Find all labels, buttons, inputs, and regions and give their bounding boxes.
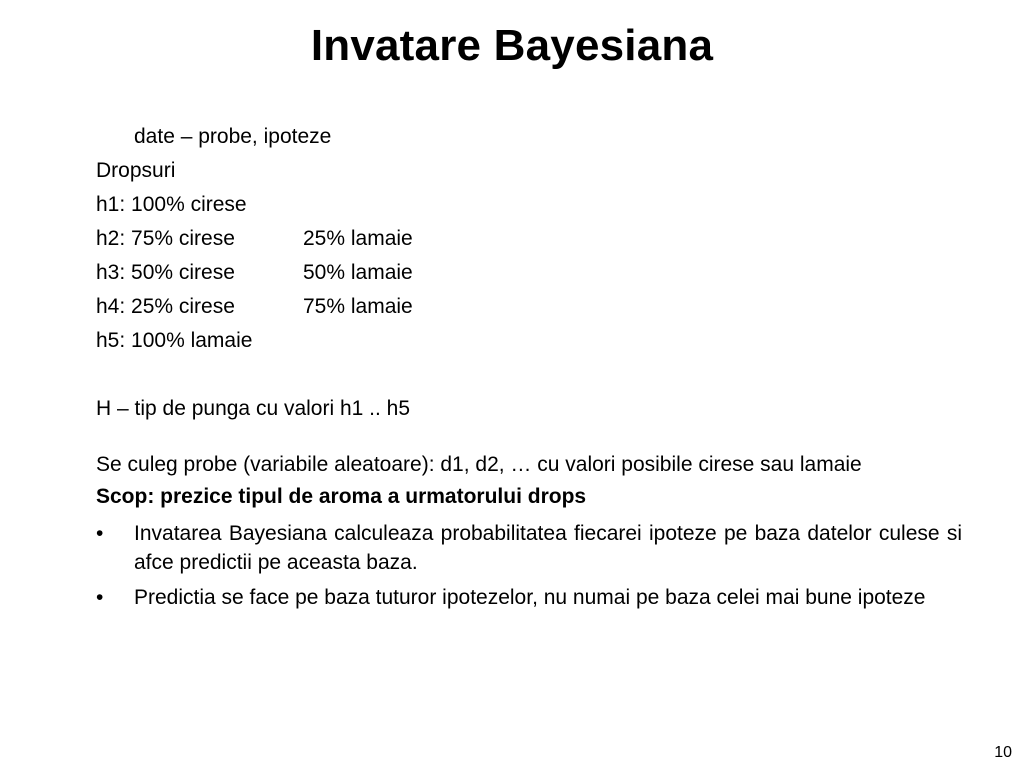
hypothesis-row bbox=[96, 188, 962, 222]
hypothesis-extra: 25% lamaie bbox=[303, 227, 413, 250]
hypothesis-label: h5: 100% lamaie bbox=[96, 329, 253, 352]
hypothesis-label: h1: 100% cirese bbox=[96, 193, 247, 216]
hypothesis-extra: 75% lamaie bbox=[303, 295, 413, 318]
hypothesis-row bbox=[96, 222, 962, 256]
hypothesis-row bbox=[96, 324, 962, 358]
spacer bbox=[96, 426, 962, 448]
bullet-text: Predictia se face pe baza tuturor ipotezelor, nu numai pe baza celei mai bune ipoteze bbox=[134, 586, 926, 609]
h-definition: H – tip de punga cu valori h1 .. h5 bbox=[96, 397, 411, 420]
intro-line: date – probe, ipoteze bbox=[134, 125, 332, 148]
hypothesis-row bbox=[96, 290, 962, 324]
spacer bbox=[96, 358, 962, 392]
hypothesis-label: h4: 25% cirese bbox=[96, 295, 235, 318]
dropsuri-heading: Dropsuri bbox=[96, 159, 176, 182]
hypothesis-label: h2: 75% cirese bbox=[96, 227, 235, 250]
slide-content bbox=[96, 120, 962, 612]
page-number: 10 bbox=[994, 744, 1012, 761]
hypothesis-extra: 50% lamaie bbox=[303, 261, 413, 284]
bullet-item bbox=[96, 583, 962, 612]
scope-statement: Scop: prezice tipul de aroma a urmatorului drops bbox=[96, 485, 587, 508]
hypothesis-row bbox=[96, 256, 962, 290]
bullet-icon: • bbox=[96, 586, 104, 609]
hypothesis-label: h3: 50% cirese bbox=[96, 261, 235, 284]
samples-paragraph: Se culeg probe (variabile aleatoare): d1, d2, … cu valori posibile cirese sau lamaie bbox=[96, 453, 862, 476]
bullet-text: Invatarea Bayesiana calculeaza probabilitatea fiecarei ipoteze pe baza datelor culese si afce predictii pe aceasta baza. bbox=[134, 522, 962, 574]
bullet-icon: • bbox=[96, 522, 104, 545]
slide-title: Invatare Bayesiana bbox=[310, 21, 714, 70]
bullet-item bbox=[96, 519, 962, 577]
